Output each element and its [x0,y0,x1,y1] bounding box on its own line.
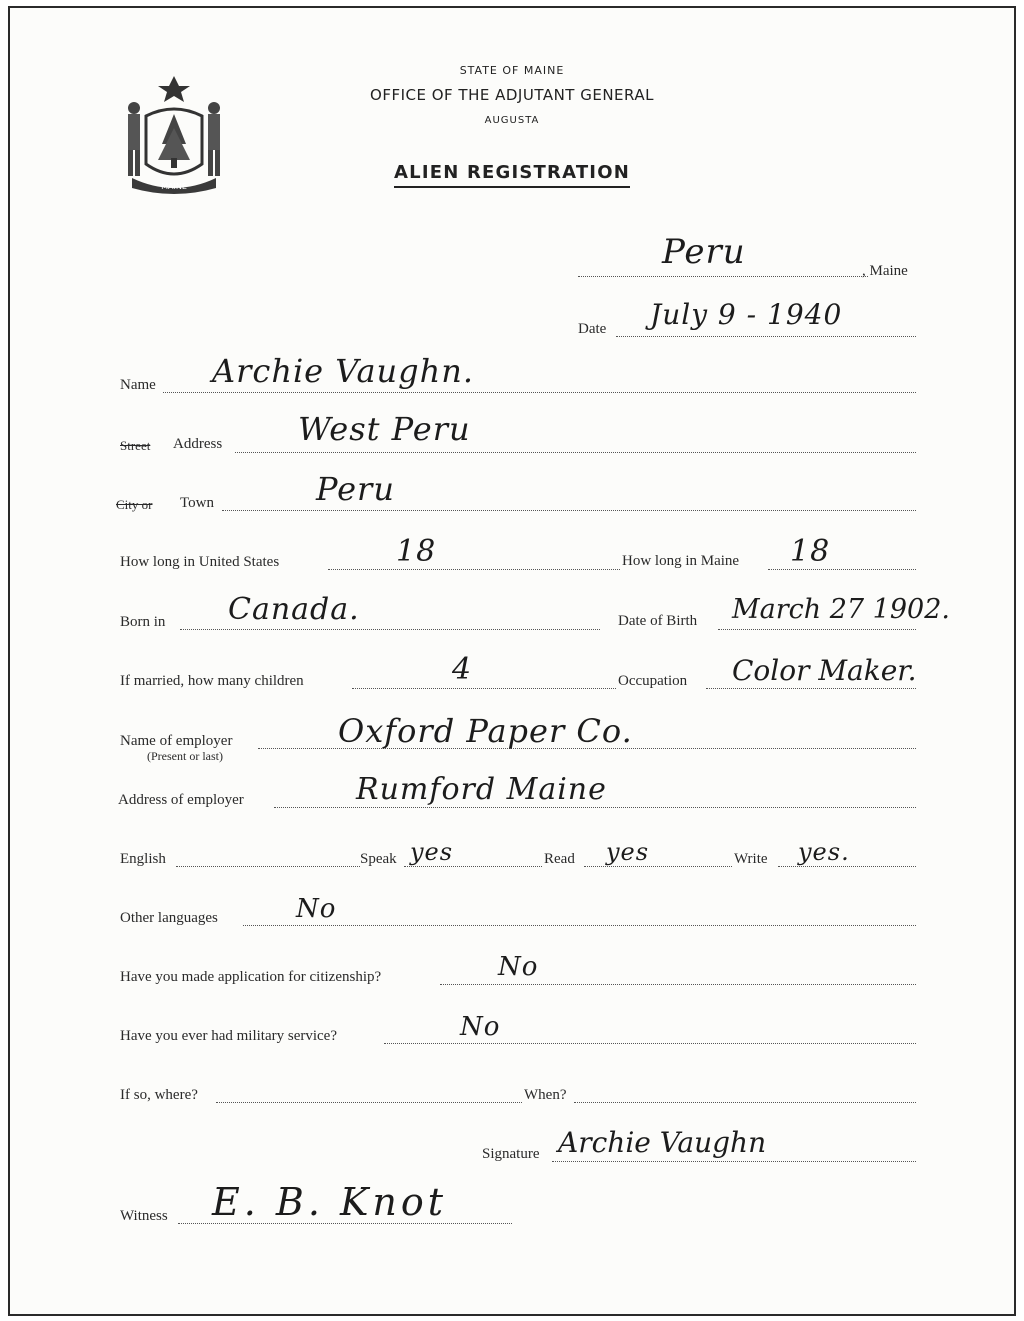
street-label-struck: Street [120,438,151,453]
born-in-label: Born in [120,614,166,630]
citizenship-line [440,984,916,985]
address-line [235,452,916,453]
employer-address-line [274,807,916,808]
town-line [222,510,916,511]
how-long-us-label: How long in United States [120,554,280,570]
children-value: 4 [452,652,473,687]
english-label: English [120,851,166,867]
city-label-struck: City or [116,497,153,512]
city-heading: AUGUSTA [484,115,540,126]
born-in-value: Canada. [228,592,360,627]
name-line [163,392,916,393]
name-value: Archie Vaughn. [212,352,475,390]
maine-suffix-label: , Maine [862,263,908,279]
office-heading: OFFICE OF THE ADJUTANT GENERAL [370,86,654,104]
speak-label: Speak [360,851,397,867]
how-long-maine-line [768,569,916,570]
where-line [216,1102,522,1103]
when-label: When? [524,1087,567,1103]
how-long-maine-label: How long in Maine [622,553,740,569]
other-languages-value: No [296,894,337,924]
date-of-birth-label: Date of Birth [618,613,698,629]
speak-value: yes [410,838,454,866]
address-label: Address [173,436,223,452]
born-in-line [180,629,600,630]
read-line [584,866,732,867]
speak-line [404,866,542,867]
town-value: Peru [316,470,395,508]
employer-note: (Present or last) [147,749,223,763]
occupation-line [706,688,916,689]
town-label: Town [180,495,214,511]
military-value: No [460,1012,501,1042]
witness-label: Witness [120,1208,168,1224]
married-children-label: If married, how many children [120,673,304,689]
married-children-line [352,688,616,689]
svg-text:MAINE: MAINE [161,182,187,191]
how-long-us-line [328,569,620,570]
occupation-value: Color Maker. [732,654,917,687]
state-heading: STATE OF MAINE [459,64,565,77]
citizenship-value: No [498,952,539,982]
write-value: yes. [798,838,850,866]
witness-value: E. B. Knot [212,1180,447,1224]
date-label: Date [578,321,607,337]
other-languages-label: Other languages [120,910,218,926]
signature-line [552,1161,916,1162]
form-title: ALIEN REGISTRATION [0,162,1024,183]
place-line [578,276,868,277]
place-value: Peru [662,232,746,272]
citizenship-label: Have you made application for citizenship? [120,969,382,985]
date-value: July 9 - 1940 [650,298,843,331]
read-label: Read [544,851,575,867]
date-of-birth-value: March 27 1902. [732,594,950,625]
how-long-maine-value: 18 [790,534,831,569]
english-line [176,866,360,867]
employer-address-label: Address of employer [118,792,244,808]
address-value: West Peru [298,410,471,448]
signature-value: Archie Vaughn [558,1126,767,1159]
where-label: If so, where? [120,1087,198,1103]
employer-name-label: Name of employer [120,733,233,749]
name-label: Name [120,377,156,393]
date-line [616,336,916,337]
write-label: Write [734,851,768,867]
employer-address-value: Rumford Maine [356,772,607,807]
read-value: yes [606,838,650,866]
employer-name-value: Oxford Paper Co. [338,712,633,750]
other-languages-line [243,925,916,926]
military-line [384,1043,916,1044]
occupation-label: Occupation [618,673,688,689]
signature-label: Signature [482,1146,540,1162]
how-long-us-value: 18 [396,534,437,569]
when-line [574,1102,916,1103]
write-line [778,866,916,867]
military-label: Have you ever had military service? [120,1028,337,1044]
date-of-birth-line [718,629,916,630]
